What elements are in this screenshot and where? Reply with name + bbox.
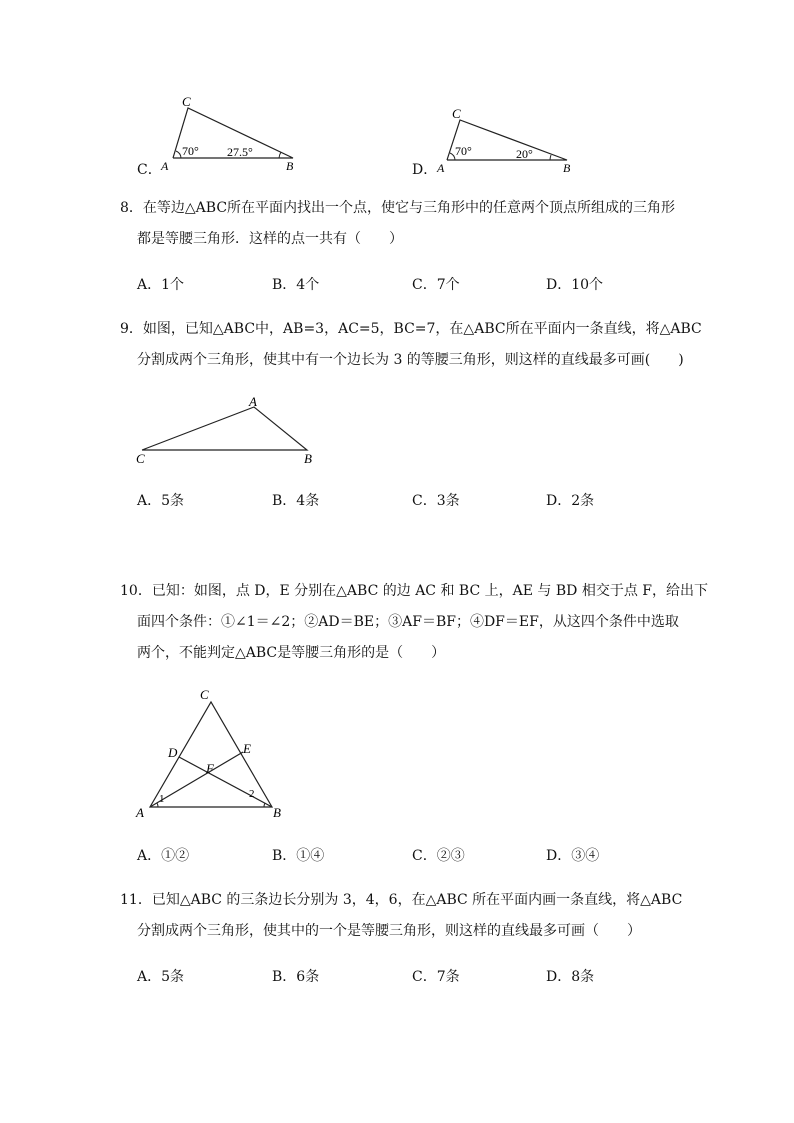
q10-option-a[interactable]: A．①② bbox=[137, 848, 190, 864]
triangle-figure-d bbox=[432, 100, 582, 172]
q10-option-c[interactable]: C．②③ bbox=[412, 848, 465, 864]
angle-a-label: 70° bbox=[182, 144, 199, 158]
vertex-b: B bbox=[273, 805, 281, 820]
q11-option-b[interactable]: B．6条 bbox=[272, 969, 320, 985]
q10-option-d[interactable]: D．③④ bbox=[546, 848, 600, 864]
option-c-label: C． bbox=[137, 162, 162, 178]
q8-option-a[interactable]: A．1个 bbox=[137, 277, 185, 293]
question-10-line-1: 10．已知：如图，点 D，E 分别在△ABC 的边 AC 和 BC 上，AE 与 BD 相交于点 F，给出下 bbox=[120, 583, 708, 599]
angle-a-label: 70° bbox=[455, 144, 472, 158]
q10-option-b[interactable]: B．①④ bbox=[272, 848, 325, 864]
angle-1-label: 1 bbox=[159, 793, 165, 805]
angle-b-label: 27.5° bbox=[227, 145, 253, 159]
vertex-b: B bbox=[286, 159, 294, 172]
vertex-c: C bbox=[200, 687, 209, 702]
q8-option-b[interactable]: B．4个 bbox=[272, 277, 320, 293]
q8-option-c[interactable]: C．7个 bbox=[412, 277, 460, 293]
angle-b-label: 20° bbox=[516, 147, 533, 161]
vertex-b: B bbox=[304, 451, 312, 466]
vertex-b: B bbox=[563, 161, 571, 172]
question-11-line-1: 11．已知△ABC 的三条边长分别为 3，4，6，在△ABC 所在平面内画一条直线，将△ABC bbox=[120, 892, 683, 908]
option-d-label: D． bbox=[412, 162, 438, 178]
question-8-line-1: 8．在等边△ABC所在平面内找出一个点，使它与三角形中的任意两个顶点所组成的三角形 bbox=[120, 200, 676, 216]
vertex-a: A bbox=[136, 805, 144, 820]
vertex-a: A bbox=[437, 161, 445, 172]
vertex-a: A bbox=[161, 159, 169, 172]
vertex-c: C bbox=[452, 106, 461, 121]
triangle-figure-q10 bbox=[130, 682, 290, 822]
triangle-figure-q9 bbox=[130, 390, 330, 468]
q9-option-c[interactable]: C．3条 bbox=[412, 493, 460, 509]
question-9-line-2: 分割成两个三角形，使其中有一个边长为 3 的等腰三角形，则这样的直线最多可画( ) bbox=[137, 352, 684, 368]
question-9-line-1: 9．如图，已知△ABC中，AB=3，AC=5，BC=7，在△ABC所在平面内一条直线，将△ABC bbox=[120, 321, 702, 337]
vertex-e: E bbox=[243, 741, 251, 756]
vertex-c: C bbox=[136, 451, 145, 466]
triangle-figure-c bbox=[155, 90, 305, 172]
q9-option-d[interactable]: D．2条 bbox=[546, 493, 595, 509]
vertex-f: F bbox=[206, 761, 214, 776]
vertex-c: C bbox=[182, 94, 191, 109]
q8-option-d[interactable]: D．10个 bbox=[546, 277, 604, 293]
vertex-a: A bbox=[249, 394, 257, 409]
q11-option-a[interactable]: A．5条 bbox=[137, 969, 185, 985]
question-10-line-3: 两个，不能判定△ABC是等腰三角形的是（ ） bbox=[137, 645, 446, 661]
q9-option-a[interactable]: A．5条 bbox=[137, 493, 185, 509]
question-10-line-2: 面四个条件：①∠1＝∠2；②AD＝BE；③AF＝BF；④DF＝EF，从这四个条件中选取 bbox=[137, 614, 679, 630]
question-8-line-2: 都是等腰三角形．这样的点一共有（ ） bbox=[137, 231, 403, 247]
angle-2-label: 2 bbox=[249, 788, 255, 800]
q11-option-d[interactable]: D．8条 bbox=[546, 969, 595, 985]
question-11-line-2: 分割成两个三角形，使其中的一个是等腰三角形，则这样的直线最多可画（ ） bbox=[137, 923, 641, 939]
vertex-d: D bbox=[168, 745, 178, 760]
q11-option-c[interactable]: C．7条 bbox=[412, 969, 460, 985]
q9-option-b[interactable]: B．4条 bbox=[272, 493, 320, 509]
